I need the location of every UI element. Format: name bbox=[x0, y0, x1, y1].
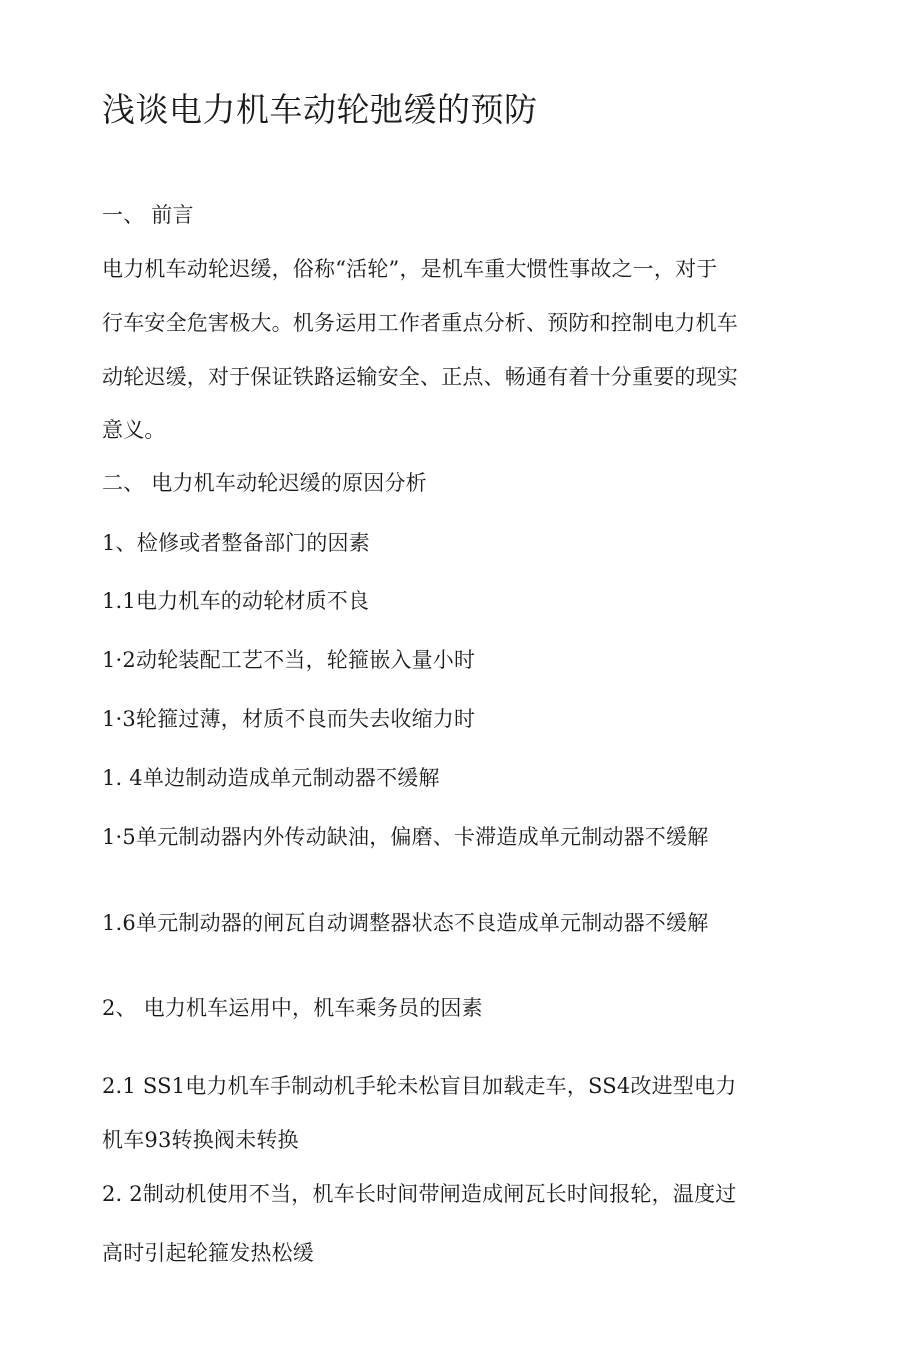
section-heading-preface: 一、 前言 bbox=[102, 203, 194, 227]
list-item-continuation: 高时引起轮箍发热松缓 bbox=[102, 1241, 314, 1265]
section-heading-cause-analysis: 二、 电力机车动轮迟缓的原因分析 bbox=[102, 471, 427, 495]
list-item: 2.1 SS1电力机车手制动机手轮未松盲目加载走车，SS4改进型电力 bbox=[102, 1074, 737, 1098]
paragraph-line: 电力机车动轮迟缓，俗称“活轮”，是机车重大惯性事故之一，对于 bbox=[102, 257, 718, 281]
list-item: 1·5单元制动器内外传动缺油，偏磨、卡滞造成单元制动器不缓解 bbox=[102, 825, 709, 849]
list-item: 1. 4单边制动造成单元制动器不缓解 bbox=[102, 766, 440, 790]
document-title: 浅谈电力机车动轮弛缓的预防 bbox=[102, 90, 538, 129]
subsection-heading: 1、检修或者整备部门的因素 bbox=[102, 531, 370, 555]
list-item: 2. 2制动机使用不当，机车长时间带闸造成闸瓦长时间报轮，温度过 bbox=[102, 1182, 737, 1206]
paragraph-line: 动轮迟缓，对于保证铁路运输安全、正点、畅通有着十分重要的现实 bbox=[102, 365, 738, 389]
list-item: 1·2动轮装配工艺不当，轮箍嵌入量小时 bbox=[102, 648, 476, 672]
list-item: 1·3轮箍过薄，材质不良而失去收缩力时 bbox=[102, 707, 476, 731]
subsection-heading: 2、 电力机车运用中，机车乘务员的因素 bbox=[102, 996, 483, 1020]
list-item-continuation: 机车93转换阀未转换 bbox=[102, 1128, 299, 1152]
paragraph-line: 行车安全危害极大。机务运用工作者重点分析、预防和控制电力机车 bbox=[102, 311, 738, 335]
list-item: 1.1电力机车的动轮材质不良 bbox=[102, 589, 370, 613]
list-item: 1.6单元制动器的闸瓦自动调整器状态不良造成单元制动器不缓解 bbox=[102, 911, 709, 935]
paragraph-line: 意义。 bbox=[102, 418, 166, 442]
